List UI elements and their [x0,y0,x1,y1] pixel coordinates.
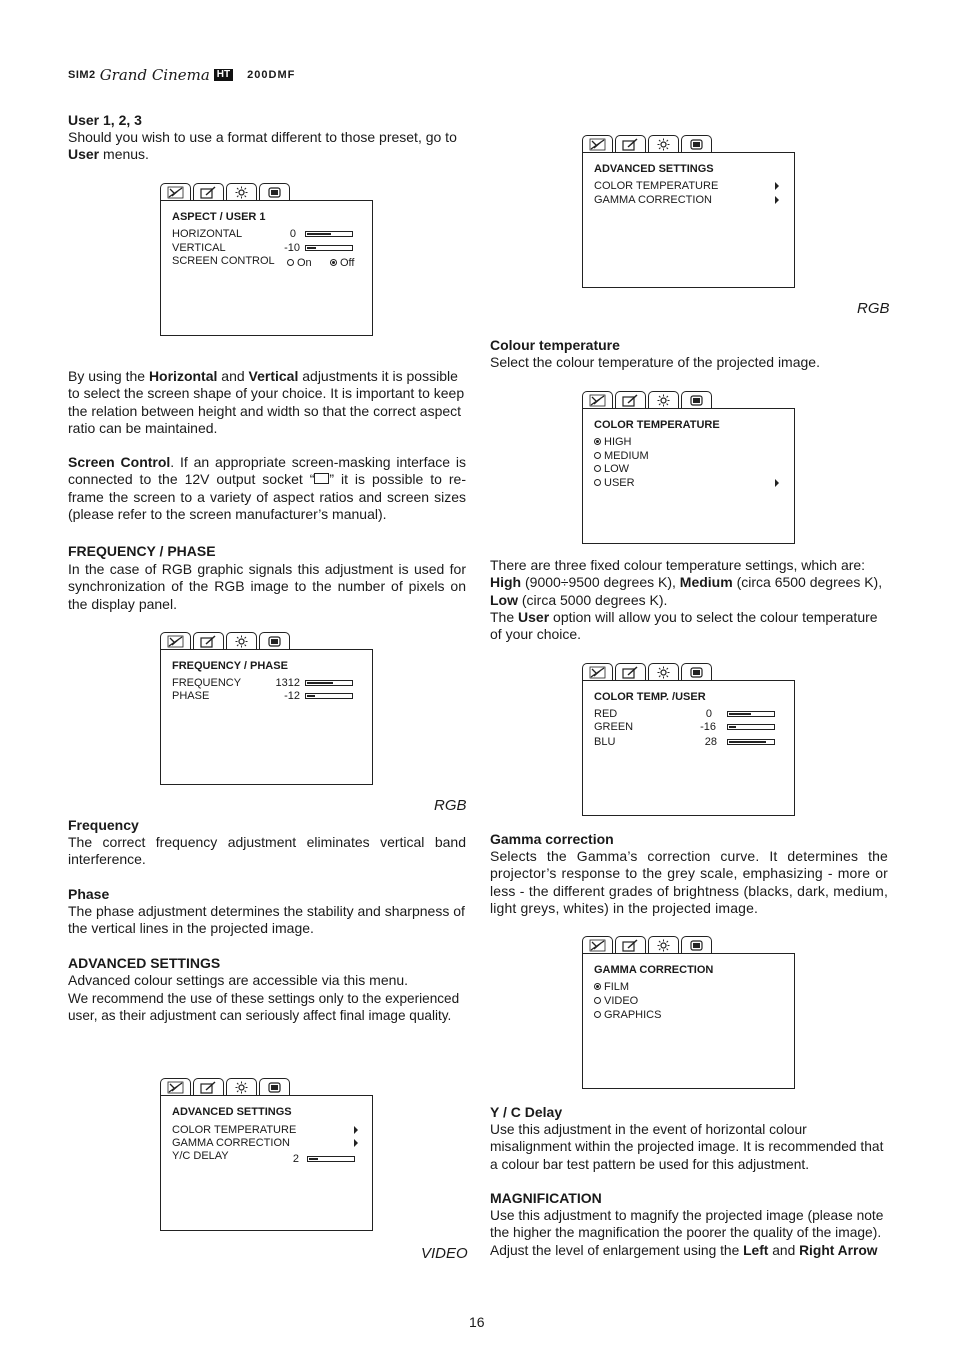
menu-title: FREQUENCY / PHASE [172,660,288,672]
frequency-heading: Frequency [68,817,139,833]
socket-icon [314,473,329,484]
yc-delay-value: 2 [292,1153,299,1165]
radio-icon [594,479,601,486]
settings-tab-icon[interactable] [615,391,646,408]
settings-tab-icon[interactable] [193,183,224,200]
green-label[interactable]: GREEN [594,721,634,733]
red-label[interactable]: RED [594,708,618,720]
aspect-user-menu [160,183,373,336]
menu-panel [582,408,795,544]
vertical-value: -10 [284,242,300,254]
info-tab-icon[interactable] [681,936,712,953]
settings-tab-icon[interactable] [615,936,646,953]
horizontal-slider[interactable] [305,231,353,237]
yc-delay-text: Use this adjustment in the event of horizontal colour misalignment within the projected image. It is recommended that a colour bar test pattern be used for this adjustment. [490,1122,884,1172]
brightness-tab-icon[interactable] [226,632,257,649]
menu-title: GAMMA CORRECTION [594,964,714,976]
advanced-text-1: Advanced colour settings are accessible via this menu. [68,972,409,988]
picture-tab-icon[interactable] [160,1078,191,1095]
gamma-heading: Gamma correction [490,831,614,847]
screen-control-paragraph: Screen Control. If an appropriate screen-masking interface is connected to the 12V output socket “ ” it is possible to re-frame the screen to a variety of aspect ratios and screen sizes (please refer to the screen manufacturer’s manual). [68,454,466,522]
frequency-value: 1312 [275,677,300,689]
settings-tab-icon[interactable] [193,632,224,649]
blu-slider[interactable] [727,739,775,745]
info-tab-icon[interactable] [681,391,712,408]
radio-icon [594,465,601,472]
brightness-tab-icon[interactable] [648,936,679,953]
advanced-settings-video-menu [160,1078,373,1231]
brand-grand-cinema: Grand Cinema [99,66,210,84]
vertical-slider[interactable] [305,245,353,251]
phase-slider[interactable] [305,693,353,699]
picture-tab-icon[interactable] [582,936,613,953]
freq-phase-text: In the case of RGB graphic signals this adjustment is used for synchronization of the RGB image to the number of pixels on the display panel. [68,561,466,612]
phase-text: The phase adjustment determines the stability and sharpness of the vertical lines in the projected image. [68,903,465,937]
settings-tab-icon[interactable] [615,135,646,152]
colour-temp-heading: Colour temperature [490,337,620,353]
menu-panel [582,152,795,288]
menu-panel [160,1095,373,1231]
picture-tab-icon[interactable] [582,391,613,408]
rgb-caption-right: RGB [857,300,890,317]
gamma-film-option[interactable]: FILM [594,981,629,993]
menu-tabs [160,183,292,201]
green-slider[interactable] [727,724,775,730]
gamma-graphics-option[interactable]: GRAPHICS [594,1009,661,1021]
temp-user-option[interactable]: USER [594,477,635,489]
yc-delay-slider[interactable] [307,1156,355,1162]
blu-label[interactable]: BLU [594,736,616,748]
info-tab-icon[interactable] [681,663,712,680]
menu-tabs [160,1078,292,1096]
gamma-text: Selects the Gamma’s correction curve. It determines the projector’s response to the grey scale, emphasizing - more or less - the different grades of brightness (blacks, dark, medium, light greys, whites) in the projected image. [490,848,888,916]
brightness-tab-icon[interactable] [648,391,679,408]
color-temp-user-menu [582,663,795,816]
submenu-arrow-icon [775,182,779,190]
menu-tabs [582,936,714,954]
settings-tab-icon[interactable] [193,1078,224,1095]
phase-label[interactable]: PHASE [172,690,210,702]
aspect-paragraph: By using the Horizontal and Vertical adjustments it is possible to select the screen shape of your choice. It is important to keep the relation between height and width so that the correct aspect ratio can be maintained. [68,368,465,436]
brightness-tab-icon[interactable] [226,183,257,200]
brand-ht: HT [214,69,233,81]
frequency-label[interactable]: FREQUENCY [172,677,242,689]
colour-temp-text: Select the colour temperature of the projected image. [490,354,820,370]
menu-tabs [582,391,714,409]
menu-title: ADVANCED SETTINGS [594,163,714,175]
color-temperature-item[interactable]: COLOR TEMPERATURE [172,1124,297,1136]
horizontal-value: 0 [289,228,296,240]
temp-settings-paragraph: There are three fixed colour temperature settings, which are: High (9000÷9500 degrees K), Medium (circa 6500 degrees K), Low (circa 5000 degrees K). The User option will allow you to select the colour temperature of your choice. [490,557,883,643]
menu-panel [582,953,795,1089]
brightness-tab-icon[interactable] [226,1078,257,1095]
vertical-label[interactable]: VERTICAL [172,242,226,254]
menu-title: ASPECT / USER 1 [172,211,266,223]
temp-high-option[interactable]: HIGH [594,436,632,448]
menu-panel [582,680,795,816]
frequency-slider[interactable] [305,680,353,686]
yc-delay-item[interactable]: Y/C DELAY [172,1150,229,1162]
red-slider[interactable] [727,711,775,717]
gamma-correction-menu [582,936,795,1089]
screen-control-off[interactable]: Off [330,257,354,269]
red-value: 0 [705,708,712,720]
brightness-tab-icon[interactable] [648,663,679,680]
picture-tab-icon[interactable] [160,632,191,649]
model-name: 200DMF [247,69,296,81]
yc-delay-heading: Y / C Delay [490,1104,563,1120]
submenu-arrow-icon [775,196,779,204]
picture-tab-icon[interactable] [582,135,613,152]
menu-tabs [582,135,714,153]
rgb-caption: RGB [434,797,467,814]
radio-selected-icon [330,259,337,266]
advanced-heading: ADVANCED SETTINGS [68,955,221,971]
magnification-heading: MAGNIFICATION [490,1190,602,1206]
color-temperature-menu [582,391,795,544]
picture-tab-icon[interactable] [160,183,191,200]
radio-icon [287,259,294,266]
menu-tabs [582,663,714,681]
freq-phase-heading: FREQUENCY / PHASE [68,543,216,559]
menu-panel [160,200,373,336]
screen-control-label[interactable]: SCREEN CONTROL [172,255,275,267]
temp-medium-option[interactable]: MEDIUM [594,450,649,462]
advanced-settings-rgb-menu [582,135,795,288]
submenu-arrow-icon [775,479,779,487]
advanced-text-2: We recommend the use of these settings only to the experienced user, as their adjustment can seriously affect final image quality. [68,991,460,1024]
video-caption: VIDEO [421,1245,468,1262]
menu-panel [160,649,373,785]
menu-tabs [160,632,292,650]
blu-value: 28 [704,736,717,748]
menu-title: ADVANCED SETTINGS [172,1106,292,1118]
menu-title: COLOR TEMPERATURE [594,419,720,431]
info-tab-icon[interactable] [259,1078,290,1095]
horizontal-label[interactable]: HORIZONTAL [172,228,243,240]
phase-heading: Phase [68,886,110,902]
radio-selected-icon [594,438,601,445]
menu-title: COLOR TEMP. /USER [594,691,706,703]
brightness-tab-icon[interactable] [648,135,679,152]
page-number: 16 [469,1314,485,1330]
settings-tab-icon[interactable] [615,663,646,680]
user-text: Should you wish to use a format different to those preset, go to User menus. [68,129,457,163]
picture-tab-icon[interactable] [582,663,613,680]
info-tab-icon[interactable] [259,632,290,649]
radio-icon [594,1011,601,1018]
frequency-phase-menu [160,632,373,785]
color-temperature-item[interactable]: COLOR TEMPERATURE [594,180,719,192]
green-value: -16 [700,721,716,733]
user-heading: User 1, 2, 3 [68,112,142,128]
temp-low-option[interactable]: LOW [594,463,629,475]
page-header [68,66,295,84]
radio-selected-icon [594,983,601,990]
screen-control-on[interactable]: On [287,257,312,269]
radio-icon [594,997,601,1004]
frequency-text: The correct frequency adjustment eliminates vertical band interference. [68,834,466,868]
brand-sim: SIM2 [68,69,96,81]
magnification-text: Use this adjustment to magnify the projected image (please note the higher the magnification the poorer the quality of the image). Adjust the level of enlargement using the Left and Right Arrow [490,1208,884,1258]
info-tab-icon[interactable] [259,183,290,200]
submenu-arrow-icon [354,1126,358,1134]
gamma-video-option[interactable]: VIDEO [594,995,638,1007]
gamma-correction-item[interactable]: GAMMA CORRECTION [594,194,712,206]
radio-icon [594,452,601,459]
info-tab-icon[interactable] [681,135,712,152]
gamma-correction-item[interactable]: GAMMA CORRECTION [172,1137,290,1149]
phase-value: -12 [284,690,300,702]
submenu-arrow-icon [354,1139,358,1147]
